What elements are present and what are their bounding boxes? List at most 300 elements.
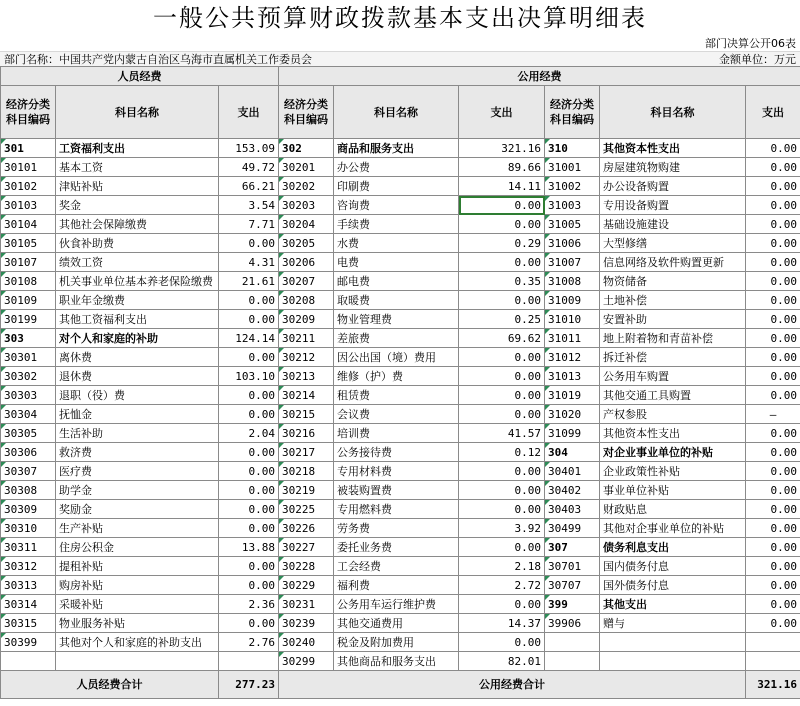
cell-name[interactable]: 因公出国（境）费用: [334, 348, 459, 367]
cell-code[interactable]: 31006: [545, 234, 600, 253]
table-row: [1, 348, 800, 367]
cell-name[interactable]: 租赁费: [334, 386, 459, 405]
cell-code[interactable]: 31008: [545, 272, 600, 291]
cell-amount[interactable]: 0.00: [746, 272, 800, 291]
cell-name[interactable]: 工资福利支出: [56, 139, 219, 158]
cell-code[interactable]: 30202: [279, 177, 334, 196]
cell-code[interactable]: 31011: [545, 329, 600, 348]
table-row: [1, 367, 800, 386]
cell-name[interactable]: 其他资本性支出: [600, 139, 746, 158]
cell-amount[interactable]: 2.18: [459, 557, 545, 576]
cell-name[interactable]: 基本工资: [56, 158, 219, 177]
cell-name[interactable]: 差旅费: [334, 329, 459, 348]
cell-amount[interactable]: 0.00: [746, 557, 800, 576]
cell-amount[interactable]: 13.88: [219, 538, 279, 557]
cell-amount[interactable]: 0.00: [746, 196, 800, 215]
cell-code[interactable]: 30104: [1, 215, 56, 234]
cell-amount[interactable]: 0.00: [459, 538, 545, 557]
cell-code[interactable]: 30208: [279, 291, 334, 310]
table-row: [1, 253, 800, 272]
table-row: [1, 424, 800, 443]
cell-name[interactable]: 助学金: [56, 481, 219, 500]
cell-name[interactable]: 物业管理费: [334, 310, 459, 329]
cell-code[interactable]: 30310: [1, 519, 56, 538]
cell-code[interactable]: 30214: [279, 386, 334, 405]
cell-code[interactable]: 303: [1, 329, 56, 348]
amount-unit: 金额单位：万元: [719, 53, 796, 66]
cell-code[interactable]: 30226: [279, 519, 334, 538]
cell-amount[interactable]: 0.00: [459, 595, 545, 614]
cell-name[interactable]: 抚恤金: [56, 405, 219, 424]
cell-amount[interactable]: 0.00: [219, 576, 279, 595]
cell-amount[interactable]: 0.00: [746, 538, 800, 557]
col-header-name[interactable]: 科目名称: [56, 86, 219, 139]
cell-name[interactable]: 被装购置费: [334, 481, 459, 500]
cell-name[interactable]: 赠与: [600, 614, 746, 633]
cell-code[interactable]: 30303: [1, 386, 56, 405]
cell-code[interactable]: 30225: [279, 500, 334, 519]
cell-name[interactable]: 商品和服务支出: [334, 139, 459, 158]
cell-code[interactable]: 30227: [279, 538, 334, 557]
cell-code[interactable]: 31002: [545, 177, 600, 196]
cell-amount[interactable]: 0.00: [746, 158, 800, 177]
cell-code[interactable]: 30299: [279, 652, 334, 671]
cell-name[interactable]: 伙食补助费: [56, 234, 219, 253]
cell-amount[interactable]: 0.00: [746, 462, 800, 481]
cell-code[interactable]: [545, 633, 600, 652]
cell-name[interactable]: 国内债务付息: [600, 557, 746, 576]
cell-name[interactable]: 办公费: [334, 158, 459, 177]
cell-amount[interactable]: 0.00: [746, 481, 800, 500]
cell-name[interactable]: 其他资本性支出: [600, 424, 746, 443]
cell-code[interactable]: 30311: [1, 538, 56, 557]
table-row: [1, 443, 800, 462]
cell-amount[interactable]: 321.16: [459, 139, 545, 158]
cell-code[interactable]: 30312: [1, 557, 56, 576]
table-row: [1, 481, 800, 500]
cell-amount[interactable]: 14.11: [459, 177, 545, 196]
cell-name[interactable]: 专用燃料费: [334, 500, 459, 519]
cell-name[interactable]: 劳务费: [334, 519, 459, 538]
cell-name[interactable]: 委托业务费: [334, 538, 459, 557]
cell-code[interactable]: 30229: [279, 576, 334, 595]
cell-amount[interactable]: 0.00: [219, 443, 279, 462]
table-row: [1, 595, 800, 614]
col-header-amount[interactable]: 支出: [746, 86, 800, 139]
cell-name[interactable]: 退休费: [56, 367, 219, 386]
table-row: [1, 196, 800, 215]
personnel-total-label[interactable]: 人员经费合计: [1, 671, 219, 699]
table-row: [1, 158, 800, 177]
cell-code[interactable]: 30219: [279, 481, 334, 500]
cell-name[interactable]: 土地补偿: [600, 291, 746, 310]
cell-code[interactable]: 31020: [545, 405, 600, 424]
cell-name[interactable]: 奖励金: [56, 500, 219, 519]
cell-code[interactable]: 30105: [1, 234, 56, 253]
cell-code[interactable]: 30309: [1, 500, 56, 519]
cell-name[interactable]: 其他工资福利支出: [56, 310, 219, 329]
group-header-row: [1, 67, 800, 86]
cell-code[interactable]: 30239: [279, 614, 334, 633]
cell-name[interactable]: 房屋建筑物购建: [600, 158, 746, 177]
cell-code[interactable]: 30231: [279, 595, 334, 614]
cell-code[interactable]: 30314: [1, 595, 56, 614]
cell-amount[interactable]: 0.00: [219, 481, 279, 500]
cell-amount[interactable]: 0.00: [746, 310, 800, 329]
cell-name[interactable]: 地上附着物和青苗补偿: [600, 329, 746, 348]
cell-code[interactable]: 30403: [545, 500, 600, 519]
cell-name[interactable]: 奖金: [56, 196, 219, 215]
cell-name[interactable]: 培训费: [334, 424, 459, 443]
cell-name[interactable]: 职业年金缴费: [56, 291, 219, 310]
cell-name[interactable]: 其他支出: [600, 595, 746, 614]
cell-amount[interactable]: 0.00: [459, 405, 545, 424]
cell-code[interactable]: 30216: [279, 424, 334, 443]
cell-name[interactable]: 公务接待费: [334, 443, 459, 462]
cell-name[interactable]: 采暖补贴: [56, 595, 219, 614]
cell-amount[interactable]: 124.14: [219, 329, 279, 348]
table-row: [1, 614, 800, 633]
cell-name[interactable]: 手续费: [334, 215, 459, 234]
personnel-total-value[interactable]: 277.23: [219, 671, 279, 699]
cell-code[interactable]: 30308: [1, 481, 56, 500]
cell-amount[interactable]: 0.00: [219, 291, 279, 310]
cell-name[interactable]: 财政贴息: [600, 500, 746, 519]
cell-amount[interactable]: 0.00: [746, 500, 800, 519]
cell-name[interactable]: 物业服务补贴: [56, 614, 219, 633]
cell-code[interactable]: 30399: [1, 633, 56, 652]
cell-amount[interactable]: 103.10: [219, 367, 279, 386]
cell-code[interactable]: 30215: [279, 405, 334, 424]
col-header-code[interactable]: 经济分类科目编码: [1, 86, 56, 139]
cell-code[interactable]: 31013: [545, 367, 600, 386]
cell-name[interactable]: 会议费: [334, 405, 459, 424]
cell-amount[interactable]: 4.31: [219, 253, 279, 272]
cell-amount[interactable]: 0.00: [459, 215, 545, 234]
cell-amount[interactable]: [746, 633, 800, 652]
cell-amount[interactable]: 0.00: [746, 614, 800, 633]
cell-code[interactable]: 30206: [279, 253, 334, 272]
cell-name[interactable]: 医疗费: [56, 462, 219, 481]
cell-code[interactable]: 30212: [279, 348, 334, 367]
col-header-name[interactable]: 科目名称: [334, 86, 459, 139]
table-row: [1, 538, 800, 557]
cell-name[interactable]: 生活补助: [56, 424, 219, 443]
cell-code[interactable]: 30103: [1, 196, 56, 215]
cell-amount[interactable]: 0.00: [459, 633, 545, 652]
cell-amount[interactable]: 0.00: [219, 310, 279, 329]
cell-code[interactable]: 39906: [545, 614, 600, 633]
cell-code[interactable]: 30307: [1, 462, 56, 481]
cell-amount[interactable]: 2.04: [219, 424, 279, 443]
cell-code[interactable]: 30108: [1, 272, 56, 291]
cell-amount[interactable]: 3.92: [459, 519, 545, 538]
cell-code[interactable]: 30201: [279, 158, 334, 177]
cell-code[interactable]: 30313: [1, 576, 56, 595]
cell-amount[interactable]: 41.57: [459, 424, 545, 443]
cell-amount[interactable]: 0.00: [459, 367, 545, 386]
cell-code[interactable]: 399: [545, 595, 600, 614]
cell-name[interactable]: 办公设备购置: [600, 177, 746, 196]
cell-code[interactable]: 31001: [545, 158, 600, 177]
cell-name[interactable]: 专用材料费: [334, 462, 459, 481]
cell-amount[interactable]: 0.00: [459, 253, 545, 272]
table-row: [1, 215, 800, 234]
cell-name[interactable]: 其他交通费用: [334, 614, 459, 633]
cell-name[interactable]: 退职（役）费: [56, 386, 219, 405]
cell-code[interactable]: 30213: [279, 367, 334, 386]
cell-amount[interactable]: 0.00: [459, 462, 545, 481]
cell-amount[interactable]: 0.00: [459, 500, 545, 519]
cell-amount[interactable]: 0.00: [459, 386, 545, 405]
cell-code[interactable]: 30304: [1, 405, 56, 424]
cell-code[interactable]: 30102: [1, 177, 56, 196]
cell-code[interactable]: 30401: [545, 462, 600, 481]
cell-code[interactable]: 31012: [545, 348, 600, 367]
report-title: 一般公共预算财政拨款基本支出决算明细表: [153, 4, 647, 32]
cell-name[interactable]: 工会经费: [334, 557, 459, 576]
cell-name[interactable]: 救济费: [56, 443, 219, 462]
cell-name[interactable]: 企业政策性补贴: [600, 462, 746, 481]
col-header-code[interactable]: 经济分类科目编码: [279, 86, 334, 139]
cell-amount[interactable]: 153.09: [219, 139, 279, 158]
cell-name[interactable]: 事业单位补贴: [600, 481, 746, 500]
expenditure-table: [0, 66, 800, 699]
table-row: [1, 500, 800, 519]
cell-amount[interactable]: 82.01: [459, 652, 545, 671]
cell-code[interactable]: 31099: [545, 424, 600, 443]
cell-amount[interactable]: 0.25: [459, 310, 545, 329]
cell-name[interactable]: 离休费: [56, 348, 219, 367]
cell-code[interactable]: 30301: [1, 348, 56, 367]
cell-name[interactable]: 印刷费: [334, 177, 459, 196]
cell-amount[interactable]: 0.00: [219, 386, 279, 405]
col-header-name[interactable]: 科目名称: [600, 86, 746, 139]
cell-name[interactable]: 福利费: [334, 576, 459, 595]
cell-code[interactable]: 307: [545, 538, 600, 557]
cell-amount[interactable]: 0.00: [219, 348, 279, 367]
cell-amount[interactable]: 2.76: [219, 633, 279, 652]
cell-code[interactable]: 301: [1, 139, 56, 158]
cell-code[interactable]: 31005: [545, 215, 600, 234]
cell-amount[interactable]: 66.21: [219, 177, 279, 196]
cell-name[interactable]: 其他社会保障缴费: [56, 215, 219, 234]
cell-code[interactable]: 31009: [545, 291, 600, 310]
table-row: [1, 272, 800, 291]
cell-code[interactable]: 30228: [279, 557, 334, 576]
cell-name[interactable]: 大型修缮: [600, 234, 746, 253]
cell-amount[interactable]: 0.00: [746, 367, 800, 386]
cell-name[interactable]: 电费: [334, 253, 459, 272]
cell-amount[interactable]: 0.29: [459, 234, 545, 253]
cell-name[interactable]: 债务利息支出: [600, 538, 746, 557]
table-row: [1, 386, 800, 405]
column-header-row: [1, 86, 800, 139]
table-row: [1, 462, 800, 481]
cell-amount[interactable]: 0.00: [746, 348, 800, 367]
cell-code[interactable]: 30701: [545, 557, 600, 576]
col-header-amount[interactable]: 支出: [219, 86, 279, 139]
cell-code[interactable]: 30305: [1, 424, 56, 443]
table-row: [1, 405, 800, 424]
table-row: [1, 576, 800, 595]
cell-name[interactable]: 拆迁补偿: [600, 348, 746, 367]
cell-code[interactable]: [545, 652, 600, 671]
cell-name[interactable]: 税金及附加费用: [334, 633, 459, 652]
cell-amount[interactable]: 0.00: [459, 196, 545, 215]
cell-code[interactable]: 31003: [545, 196, 600, 215]
cell-amount[interactable]: 0.00: [746, 329, 800, 348]
cell-amount[interactable]: 0.00: [746, 386, 800, 405]
cell-name[interactable]: 住房公积金: [56, 538, 219, 557]
cell-code[interactable]: 302: [279, 139, 334, 158]
totals-row: [1, 671, 800, 699]
table-row: [1, 557, 800, 576]
cell-name[interactable]: 其他交通工具购置: [600, 386, 746, 405]
table-row: [1, 310, 800, 329]
cell-amount[interactable]: 0.00: [219, 462, 279, 481]
table-row: [1, 177, 800, 196]
cell-code[interactable]: 30204: [279, 215, 334, 234]
cell-name[interactable]: 对企业事业单位的补贴: [600, 443, 746, 462]
col-header-amount[interactable]: 支出: [459, 86, 545, 139]
cell-name[interactable]: 邮电费: [334, 272, 459, 291]
cell-amount[interactable]: 0.00: [459, 348, 545, 367]
cell-name[interactable]: 产权参股: [600, 405, 746, 424]
cell-amount[interactable]: 0.00: [219, 519, 279, 538]
cell-name[interactable]: 生产补贴: [56, 519, 219, 538]
cell-amount[interactable]: 0.00: [219, 557, 279, 576]
table-row: [1, 633, 800, 652]
cell-code[interactable]: 30240: [279, 633, 334, 652]
cell-code[interactable]: 30306: [1, 443, 56, 462]
cell-amount[interactable]: 0.00: [746, 177, 800, 196]
cell-amount[interactable]: 0.00: [746, 443, 800, 462]
cell-code[interactable]: 310: [545, 139, 600, 158]
cell-code[interactable]: 30217: [279, 443, 334, 462]
cell-amount[interactable]: 0.00: [219, 614, 279, 633]
cell-amount[interactable]: 3.54: [219, 196, 279, 215]
cell-code[interactable]: 30211: [279, 329, 334, 348]
personnel-header[interactable]: 人员经费: [1, 67, 279, 86]
cell-amount[interactable]: 0.00: [459, 291, 545, 310]
cell-amount[interactable]: 2.36: [219, 595, 279, 614]
public-total-value[interactable]: 321.16: [746, 671, 800, 699]
cell-name[interactable]: 安置补助: [600, 310, 746, 329]
cell-name[interactable]: [56, 652, 219, 671]
cell-amount[interactable]: 0.00: [219, 234, 279, 253]
table-row: [1, 139, 800, 158]
cell-code[interactable]: 30203: [279, 196, 334, 215]
cell-amount[interactable]: 14.37: [459, 614, 545, 633]
cell-amount[interactable]: 0.00: [746, 595, 800, 614]
cell-name[interactable]: 津贴补贴: [56, 177, 219, 196]
cell-code[interactable]: 30402: [545, 481, 600, 500]
public-total-label[interactable]: 公用经费合计: [279, 671, 746, 699]
cell-name[interactable]: 机关事业单位基本养老保险缴费: [56, 272, 219, 291]
cell-amount[interactable]: 0.00: [746, 291, 800, 310]
cell-amount[interactable]: 0.35: [459, 272, 545, 291]
cell-code[interactable]: 31019: [545, 386, 600, 405]
cell-name[interactable]: 对个人和家庭的补助: [56, 329, 219, 348]
cell-name[interactable]: 水费: [334, 234, 459, 253]
department-name: 部门名称：中国共产党内蒙古自治区乌海市直属机关工作委员会: [4, 53, 312, 66]
cell-name[interactable]: 专用设备购置: [600, 196, 746, 215]
cell-code[interactable]: 30315: [1, 614, 56, 633]
cell-code[interactable]: 30209: [279, 310, 334, 329]
cell-name[interactable]: 国外债务付息: [600, 576, 746, 595]
cell-amount[interactable]: 0.00: [219, 500, 279, 519]
cell-amount[interactable]: 0.00: [746, 139, 800, 158]
cell-amount[interactable]: [746, 652, 800, 671]
cell-code[interactable]: 304: [545, 443, 600, 462]
cell-name[interactable]: 公务用车购置: [600, 367, 746, 386]
cell-name[interactable]: 绩效工资: [56, 253, 219, 272]
cell-name[interactable]: 信息网络及软件购置更新: [600, 253, 746, 272]
cell-name[interactable]: 其他对企事业单位的补贴: [600, 519, 746, 538]
form-number: 部门决算公开06表: [705, 37, 796, 50]
cell-code[interactable]: 30199: [1, 310, 56, 329]
cell-code[interactable]: 30109: [1, 291, 56, 310]
cell-amount[interactable]: 89.66: [459, 158, 545, 177]
col-header-code[interactable]: 经济分类科目编码: [545, 86, 600, 139]
cell-amount[interactable]: 21.61: [219, 272, 279, 291]
cell-code[interactable]: 30107: [1, 253, 56, 272]
table-row: [1, 519, 800, 538]
cell-name[interactable]: [600, 652, 746, 671]
cell-name[interactable]: 取暖费: [334, 291, 459, 310]
cell-name[interactable]: 物资储备: [600, 272, 746, 291]
cell-amount[interactable]: 2.72: [459, 576, 545, 595]
cell-amount[interactable]: 49.72: [219, 158, 279, 177]
cell-amount[interactable]: 0.00: [746, 234, 800, 253]
cell-name[interactable]: 其他商品和服务支出: [334, 652, 459, 671]
cell-code[interactable]: 31007: [545, 253, 600, 272]
cell-name[interactable]: 其他对个人和家庭的补助支出: [56, 633, 219, 652]
cell-amount[interactable]: 0.00: [746, 253, 800, 272]
cell-amount[interactable]: [219, 652, 279, 671]
cell-amount[interactable]: 69.62: [459, 329, 545, 348]
table-row: [1, 234, 800, 253]
cell-amount[interactable]: —: [746, 405, 800, 424]
cell-code[interactable]: 30207: [279, 272, 334, 291]
cell-amount[interactable]: 0.00: [746, 215, 800, 234]
cell-name[interactable]: 咨询费: [334, 196, 459, 215]
cell-name[interactable]: 购房补贴: [56, 576, 219, 595]
cell-name[interactable]: 基础设施建设: [600, 215, 746, 234]
cell-code[interactable]: 30101: [1, 158, 56, 177]
cell-code[interactable]: 30218: [279, 462, 334, 481]
cell-code[interactable]: 30707: [545, 576, 600, 595]
cell-code[interactable]: 31010: [545, 310, 600, 329]
cell-amount[interactable]: 7.71: [219, 215, 279, 234]
cell-name[interactable]: 提租补贴: [56, 557, 219, 576]
public-header[interactable]: 公用经费: [279, 67, 800, 86]
cell-amount[interactable]: 0.12: [459, 443, 545, 462]
cell-code[interactable]: 30499: [545, 519, 600, 538]
cell-name[interactable]: [600, 633, 746, 652]
cell-code[interactable]: [1, 652, 56, 671]
cell-name[interactable]: 公务用车运行维护费: [334, 595, 459, 614]
cell-code[interactable]: 30302: [1, 367, 56, 386]
cell-amount[interactable]: 0.00: [746, 576, 800, 595]
cell-amount[interactable]: 0.00: [746, 424, 800, 443]
cell-code[interactable]: 30205: [279, 234, 334, 253]
cell-amount[interactable]: 0.00: [746, 519, 800, 538]
cell-amount[interactable]: 0.00: [459, 481, 545, 500]
cell-amount[interactable]: 0.00: [219, 405, 279, 424]
cell-name[interactable]: 维修（护）费: [334, 367, 459, 386]
